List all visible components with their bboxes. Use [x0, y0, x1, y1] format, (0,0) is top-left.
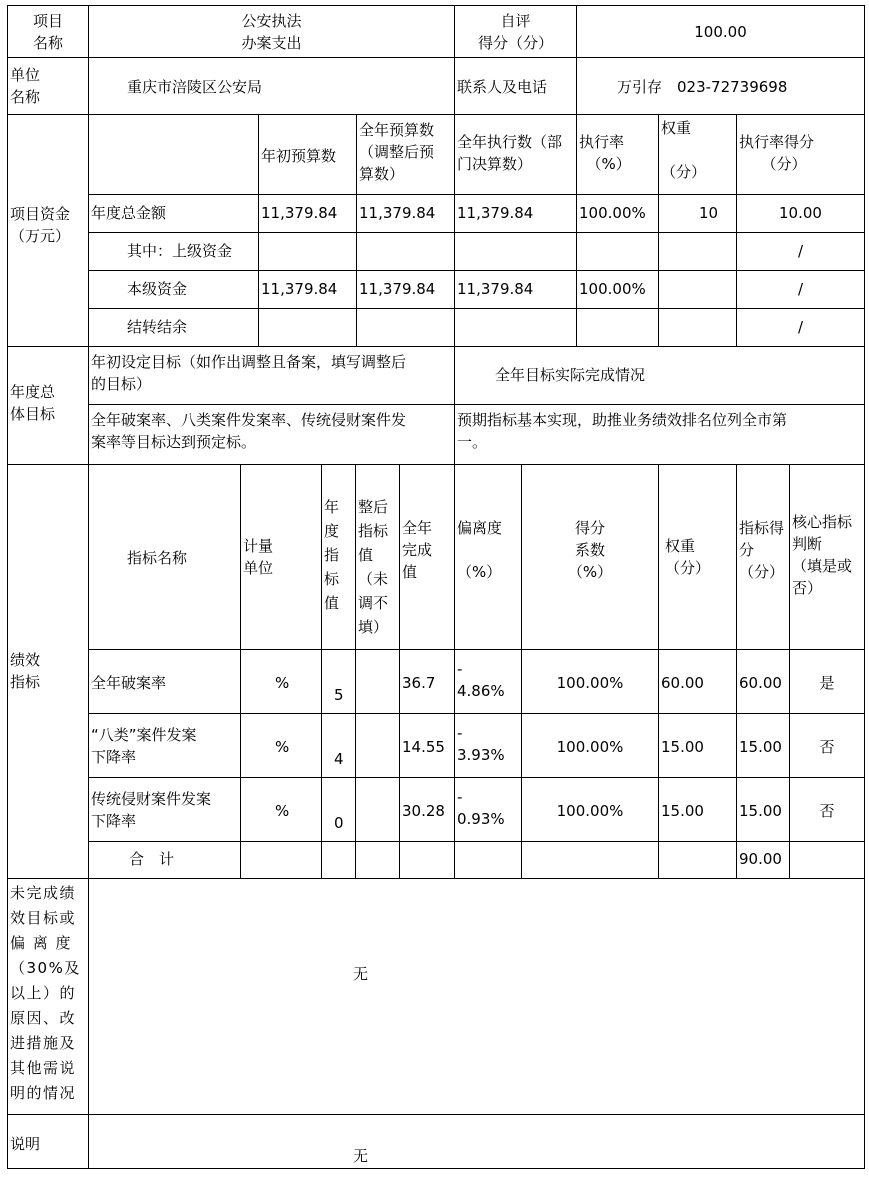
contact [576, 57, 865, 115]
indicator-row-score-text: 15.00 [739, 738, 782, 756]
goals-actual-text [454, 404, 865, 465]
indicator-row-coefficient [521, 649, 659, 714]
indicator-row-weight-text: 60.00 [661, 674, 704, 692]
funds-cell-score [736, 270, 865, 309]
funds-cell-annual [356, 194, 455, 233]
performance-header-text: 整后 指标 值 （未 调不 填） [358, 498, 389, 636]
total-blank [789, 841, 865, 879]
indicator-row-coefficient-text: 100.00% [556, 674, 624, 692]
funds-row-name-text: 其中：上级资金 [127, 242, 233, 260]
funds-cell-initial [258, 270, 357, 309]
funds-row-name-text: 本级资金 [127, 280, 188, 298]
performance-header-weight [658, 464, 737, 650]
contact-label [454, 57, 577, 115]
funds-cell-execution [454, 232, 577, 271]
funds-cell-text: 11,379.84 [261, 280, 338, 298]
indicator-row-name-text: 全年破案率 [91, 674, 167, 692]
total-blank [355, 841, 400, 879]
indicator-row-coefficient [521, 777, 659, 842]
funds-cell-text: / [797, 280, 804, 298]
indicator-row-weight-text: 15.00 [661, 802, 704, 820]
indicator-row-deviation [454, 649, 522, 714]
indicator-row-score-text: 60.00 [739, 674, 782, 692]
performance-header-deviation [454, 464, 522, 650]
funds-cell-score [736, 232, 865, 271]
unfinished-content-text: 无 [353, 965, 369, 983]
unfinished-label [7, 878, 89, 1115]
funds-header-rate-score [736, 114, 865, 195]
indicator-row-unit [240, 713, 322, 778]
funds-cell-weight [658, 194, 737, 233]
indicator-row-actual-text: 36.7 [402, 674, 436, 692]
funds-row-name-text: 年度总金额 [91, 204, 167, 222]
funds-header-annual-budget [356, 114, 455, 195]
funds-header-text: 权重 （分） [661, 119, 707, 181]
performance-header-coefficient [521, 464, 659, 650]
goals-label [7, 346, 89, 465]
indicator-row-core [789, 713, 865, 778]
indicator-row-unit [240, 777, 322, 842]
indicator-row-actual-text: 30.28 [402, 802, 445, 820]
total-blank [240, 841, 322, 879]
funds-cell-rate [576, 194, 659, 233]
indicator-row-score [736, 777, 790, 842]
performance-header-unit [240, 464, 322, 650]
indicator-row-adjusted [355, 777, 400, 842]
funds-row-name [88, 194, 259, 233]
funds-row-name [88, 308, 259, 347]
indicator-row-weight [658, 777, 737, 842]
goals-initial-content: 全年破案率、八类案件发案率、传统侵财案件发 案率等目标达到预定标。 [91, 411, 407, 451]
performance-header-text: 权重 （分） [665, 537, 711, 577]
funds-cell-text: / [797, 318, 804, 336]
funds-header-initial-budget [258, 114, 357, 195]
funds-cell-text: 11,379.84 [457, 280, 534, 298]
indicator-row-core-text: 否 [819, 738, 835, 756]
indicator-row-coefficient-text: 100.00% [556, 738, 624, 756]
performance-header-text: 指标得 分 （分） [739, 519, 785, 581]
unfinished-content [88, 878, 865, 1115]
performance-label-text: 绩效 指标 [10, 651, 41, 691]
indicator-row-deviation [454, 777, 522, 842]
goals-actual-header-text: 全年目标实际完成情况 [495, 366, 646, 384]
funds-header-text: 年初预算数 [261, 147, 337, 165]
indicator-row-unit-text: % [275, 802, 290, 820]
funds-cell-initial [258, 232, 357, 271]
total-score-text: 90.00 [739, 850, 782, 868]
funds-cell-score [736, 308, 865, 347]
total-blank [658, 841, 737, 879]
indicator-row-target [321, 713, 356, 778]
indicator-row-core [789, 649, 865, 714]
funds-header-text: 执行率得分 （分） [739, 133, 815, 173]
indicator-row-actual-text: 14.55 [402, 738, 445, 756]
indicator-row-name [88, 649, 241, 714]
funds-cell-initial [258, 308, 357, 347]
funds-cell-annual [356, 270, 455, 309]
funds-cell-rate [576, 308, 659, 347]
indicator-row-actual [399, 649, 455, 714]
performance-header-text: 偏离度 （%） [457, 519, 503, 581]
goals-initial-header [88, 346, 455, 405]
funds-cell-weight [658, 270, 737, 309]
performance-header-text: 计量 单位 [243, 537, 274, 577]
notes-content [88, 1114, 865, 1169]
indicator-row-adjusted [355, 713, 400, 778]
funds-cell-text: 100.00% [579, 280, 646, 298]
indicator-row-target [321, 777, 356, 842]
performance-header-indicator-score [736, 464, 790, 650]
indicator-row-name [88, 713, 241, 778]
funds-cell-text: 100.00% [579, 204, 646, 222]
funds-cell-text: 10 [699, 204, 719, 222]
indicator-row-name [88, 777, 241, 842]
funds-cell-text: 11,379.84 [261, 204, 338, 222]
funds-cell-weight [658, 308, 737, 347]
funds-header-text: 执行率 （%） [579, 133, 631, 173]
notes-label-text: 说明 [10, 1135, 41, 1153]
notes-content-text: 无 [353, 1147, 369, 1165]
notes-label [7, 1114, 89, 1169]
self-score-value: 100.00 [694, 23, 747, 41]
indicator-row-weight-text: 15.00 [661, 738, 704, 756]
total-label [88, 841, 241, 879]
indicator-row-unit-text: % [275, 674, 290, 692]
indicator-row-core-text: 否 [819, 802, 835, 820]
goals-initial-text [88, 404, 455, 465]
indicator-row-weight [658, 649, 737, 714]
contact-text: 万引存 023-72739698 [617, 78, 788, 96]
funds-header-execution-rate [576, 114, 659, 195]
total-blank [399, 841, 455, 879]
funds-row-name-text: 结转结余 [127, 318, 188, 336]
total-blank [454, 841, 522, 879]
performance-header-text: 得分 系数 （%） [567, 519, 613, 581]
funds-header-text: 全年执行数（部 门决算数） [457, 133, 563, 173]
funds-cell-text: 10.00 [779, 204, 822, 222]
funds-cell-text: / [797, 242, 804, 260]
funds-cell-text: 11,379.84 [359, 280, 436, 298]
indicator-row-adjusted [355, 649, 400, 714]
funds-header-weight [658, 114, 737, 195]
performance-header-text: 全年 完成 值 [402, 519, 433, 581]
funds-header-annual-execution [454, 114, 577, 195]
performance-label [7, 464, 89, 879]
performance-header-text: 指标名称 [127, 549, 188, 567]
total-blank [521, 841, 659, 879]
performance-header-indicator [88, 464, 241, 650]
funds-cell-rate [576, 232, 659, 271]
performance-header-adjusted-target [355, 464, 400, 650]
unit-label [7, 57, 89, 115]
indicator-row-weight [658, 713, 737, 778]
funds-cell-initial [258, 194, 357, 233]
indicator-row-score-text: 15.00 [739, 802, 782, 820]
indicator-row-core-text: 是 [819, 674, 835, 692]
total-label-text: 合 计 [129, 850, 175, 868]
funds-cell-annual [356, 308, 455, 347]
indicator-row-target [321, 649, 356, 714]
funds-header-text: 全年预算数 （调整后预 算数） [359, 121, 435, 183]
indicator-row-deviation-text: - 0.93% [457, 788, 505, 828]
funds-row-name [88, 232, 259, 271]
performance-header-actual [399, 464, 455, 650]
goals-label-text: 年度总 体目标 [10, 383, 56, 423]
unit-name [88, 57, 455, 115]
funds-header-blank [88, 114, 259, 195]
project-name-label [7, 5, 89, 58]
total-blank [321, 841, 356, 879]
unit-label-text: 单位 名称 [10, 66, 41, 106]
unit-name-text: 重庆市涪陵区公安局 [127, 78, 263, 96]
indicator-row-actual [399, 713, 455, 778]
indicator-row-name-text: 传统侵财案件发案 下降率 [91, 790, 212, 830]
funds-label-text: 项目资金 （万元） [10, 205, 71, 245]
funds-cell-execution [454, 194, 577, 233]
funds-cell-weight [658, 232, 737, 271]
indicator-row-actual [399, 777, 455, 842]
contact-label-text: 联系人及电话 [457, 78, 548, 96]
indicator-row-unit [240, 649, 322, 714]
project-name-text: 公安执法 办案支出 [241, 12, 302, 52]
indicator-row-deviation [454, 713, 522, 778]
funds-cell-rate [576, 270, 659, 309]
funds-row-name [88, 270, 259, 309]
self-score [576, 5, 865, 58]
goals-initial-header-text: 年初设定目标（如作出调整且备案，填写调整后 的目标） [91, 353, 407, 393]
performance-header-annual-target [321, 464, 356, 650]
indicator-row-target-text: 5 [334, 686, 344, 704]
goals-actual-content: 预期指标基本实现，助推业务绩效排名位列全市第 一。 [457, 411, 788, 451]
funds-cell-score [736, 194, 865, 233]
performance-header-core [789, 464, 865, 650]
project-name [88, 5, 455, 58]
total-score [736, 841, 790, 879]
project-name-label-text: 项目 名称 [32, 12, 63, 52]
self-score-label-text: 自评 得分（分） [477, 12, 553, 52]
funds-label [7, 114, 89, 347]
performance-header-text: 核心指标 判断 （填是或 否） [792, 513, 853, 597]
indicator-row-core [789, 777, 865, 842]
indicator-row-target-text: 4 [334, 750, 344, 768]
indicator-row-deviation-text: - 4.86% [457, 660, 505, 700]
unfinished-label-text: 未完成绩 效目标或 偏 离 度 （30%及 以上）的 原因、改 进措施及 其他需说 明的情况 [10, 884, 81, 1102]
indicator-row-unit-text: % [275, 738, 290, 756]
self-score-label [454, 5, 577, 58]
funds-cell-execution [454, 308, 577, 347]
funds-cell-annual [356, 232, 455, 271]
funds-cell-execution [454, 270, 577, 309]
funds-cell-text: 11,379.84 [457, 204, 534, 222]
indicator-row-coefficient-text: 100.00% [556, 802, 624, 820]
indicator-row-score [736, 649, 790, 714]
indicator-row-target-text: 0 [334, 814, 344, 832]
goals-actual-header [454, 346, 865, 405]
funds-cell-text: 11,379.84 [359, 204, 436, 222]
indicator-row-score [736, 713, 790, 778]
indicator-row-deviation-text: - 3.93% [457, 724, 505, 764]
indicator-row-name-text: “八类”案件发案 下降率 [91, 726, 197, 766]
performance-header-text: 年 度 指 标 值 [324, 498, 340, 612]
indicator-row-coefficient [521, 713, 659, 778]
